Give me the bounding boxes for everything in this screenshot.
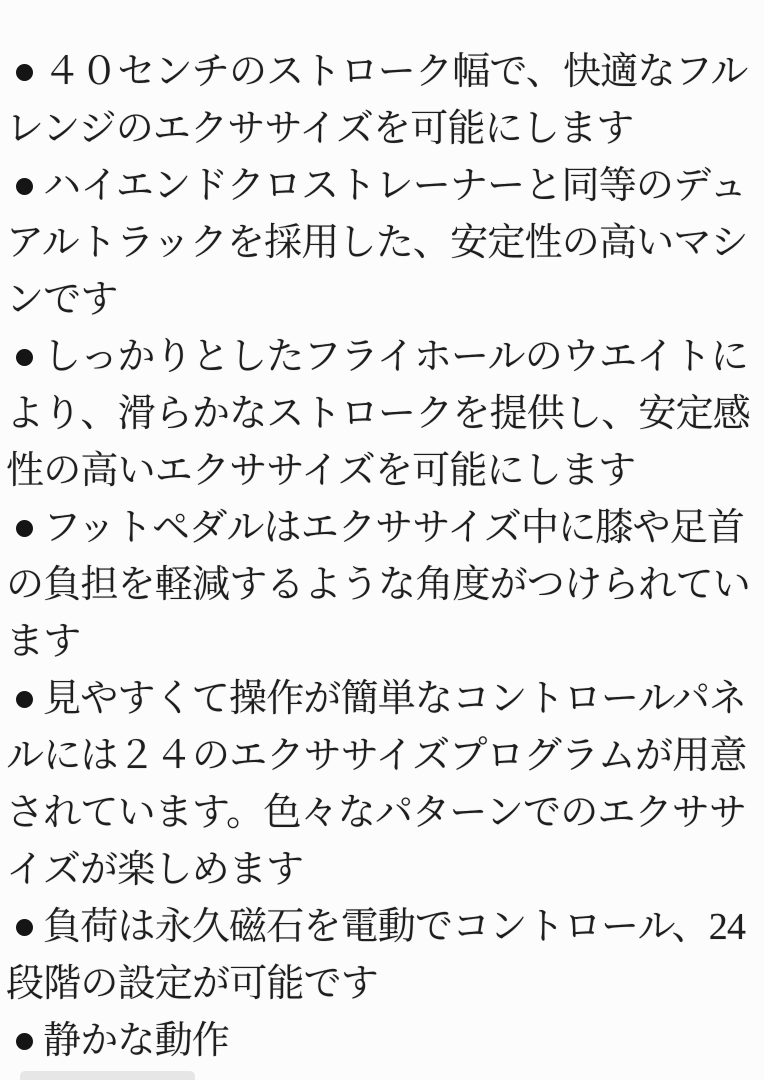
feature-bullet-quiet-operation — [6, 1013, 752, 1070]
bullet-icon — [16, 178, 33, 195]
feature-bullet-foot-pedal — [6, 500, 752, 671]
feature-text: 負荷は永久磁石を電動でコントロール、24段階の設定が可能です — [6, 906, 746, 1005]
feature-text: 静かな動作 — [43, 1020, 230, 1062]
bullet-icon — [16, 64, 33, 81]
feature-text: しっかりとしたフライホールのウエイトにより、滑らかなストロークを提供し、安定感性の高いエクササイズを可能にします — [6, 336, 751, 492]
bullet-icon — [16, 919, 33, 936]
bullet-icon — [16, 349, 33, 366]
feature-bullet-stroke-width — [6, 44, 752, 158]
feature-bullet-flywheel-weight — [6, 329, 752, 500]
feature-bullet-control-panel — [6, 671, 752, 899]
feature-text: ４０センチのストローク幅で、快適なフルレンジのエクササイズを可能にします — [6, 51, 748, 150]
bullet-icon — [16, 1033, 33, 1050]
feature-text: フットペダルはエクササイズ中に膝や足首の負担を軽減するような角度がつけられています — [6, 507, 751, 663]
feature-bullet-dual-track — [6, 158, 752, 329]
feature-text: 見やすくて操作が簡単なコントロールパネルには２４のエクササイズプログラムが用意されています。色々なパターンでのエクササイズが楽しめます — [6, 678, 747, 891]
cropped-element-edge — [20, 1071, 195, 1080]
bullet-icon — [16, 691, 33, 708]
feature-bullet-magnet-load — [6, 899, 752, 1013]
feature-text: ハイエンドクロストレーナーと同等のデュアルトラックを採用した、安定性の高いマシンです — [6, 165, 748, 321]
bullet-icon — [16, 520, 33, 537]
